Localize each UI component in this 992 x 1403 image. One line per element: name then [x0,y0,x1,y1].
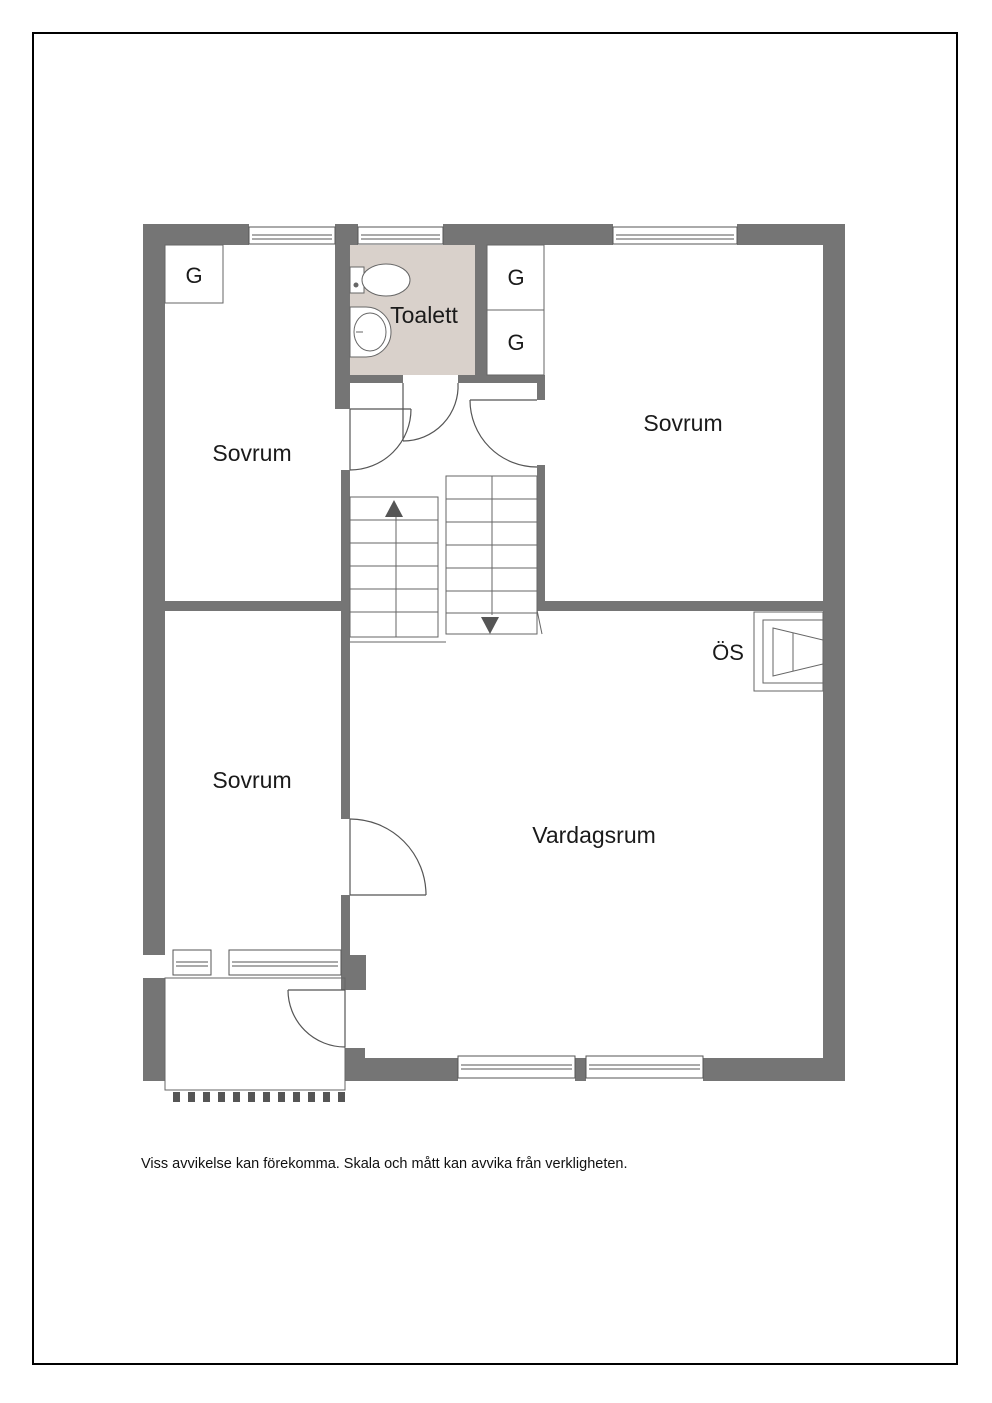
door-swing-icon [350,819,426,895]
stairs-down-arrow-icon [481,617,499,634]
closet-label: G [507,265,525,290]
door-swing-icon [470,400,537,467]
toilet-icon [350,264,410,296]
stairs-up-arrow-icon [385,500,403,517]
room-label-sovrum: Sovrum [212,440,292,466]
window-icon [229,950,341,975]
window-icon [586,1056,703,1078]
window-icon [173,950,211,975]
stairs [350,476,542,642]
room-label-sovrum: Sovrum [212,767,292,793]
closet-label: G [185,263,203,288]
porch [165,978,345,1090]
fireplace-label: ÖS [712,640,744,665]
door-swing-icon [350,409,411,470]
fireplace-icon [754,612,823,691]
disclaimer-text: Viss avvikelse kan förekomma. Skala och mått kan avvika från verkligheten. [141,1156,628,1172]
door-swing-icon [288,990,345,1047]
porch-railing [173,1092,345,1102]
window-icon [249,227,335,244]
window-icon [358,227,443,244]
closet-label: G [507,330,525,355]
window-icon [613,227,737,244]
window-icon [458,1056,575,1078]
room-label-sovrum: Sovrum [643,410,723,436]
room-label-toalett: Toalett [390,302,458,328]
room-label-vardagsrum: Vardagsrum [532,822,656,848]
